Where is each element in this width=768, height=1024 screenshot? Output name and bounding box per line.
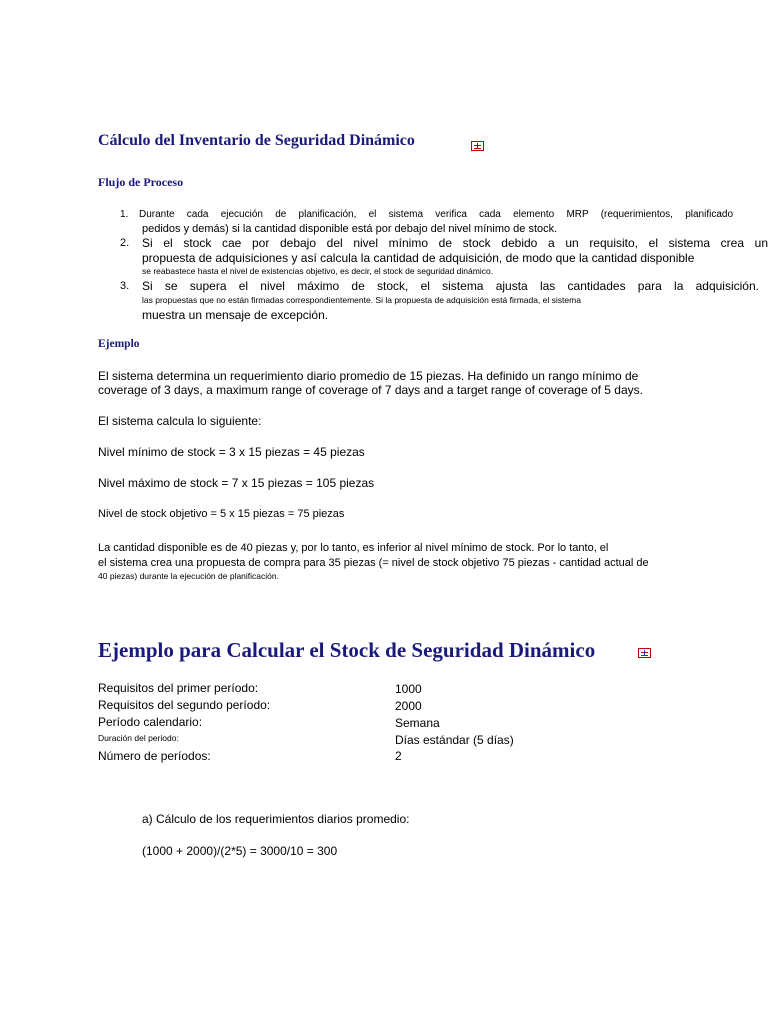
param-label: Requisitos del segundo período: — [98, 698, 271, 712]
section-title: Cálculo del Inventario de Seguridad Dinámico — [98, 132, 415, 149]
step-3-line-2: las propuestas que no están firmadas correspondientemente. Si la propuesta de adquisición está firmada, el sistema — [142, 295, 581, 305]
example-intro-line-2: coverage of 3 days, a maximum range of coverage of 7 days and a target range of coverage of 5 days. — [98, 383, 643, 397]
param-value: 1000 — [395, 682, 422, 696]
example-intro-line-1: El sistema determina un requerimiento diario promedio de 15 piezas. Ha definido un rango mínimo de — [98, 369, 639, 383]
step-3-line-3: muestra un mensaje de excepción. — [142, 308, 329, 322]
param-value: Días estándar (5 días) — [395, 733, 514, 747]
min-stock-level: Nivel mínimo de stock = 3 x 15 piezas = 45 piezas — [98, 445, 365, 459]
expand-collapse-icon[interactable] — [471, 141, 484, 151]
step-1-line-2: pedidos y demás) si la cantidad disponible está por debajo del nivel mínimo de stock. — [142, 223, 558, 235]
step-2-line-1: Si el stock cae por debajo del nivel mínimo de stock debido a un requisito, el sistema crea un — [142, 236, 768, 250]
conclusion-line-3: 40 piezas) durante la ejecución de planificación. — [98, 571, 279, 581]
param-value: 2000 — [395, 699, 422, 713]
param-label: Duración del periodo: — [98, 733, 179, 743]
param-value: 2 — [395, 749, 402, 763]
section-2-title: Ejemplo para Calcular el Stock de Seguridad Dinámico — [98, 638, 596, 662]
example-heading: Ejemplo — [98, 338, 140, 350]
process-flow-heading: Flujo de Proceso — [98, 175, 184, 189]
expand-collapse-icon[interactable] — [638, 648, 651, 658]
param-value: Semana — [395, 716, 440, 730]
step-number: 3. — [120, 280, 130, 292]
max-stock-level: Nivel máximo de stock = 7 x 15 piezas = 105 piezas — [98, 476, 375, 490]
step-a-formula: (1000 + 2000)/(2*5) = 3000/10 = 300 — [142, 844, 338, 858]
step-a-label: a) Cálculo de los requerimientos diarios promedio: — [142, 812, 410, 826]
step-number: 1. — [120, 209, 129, 220]
step-1-line-1: Durante cada ejecución de planificación, el sistema verifica cada elemento MRP (requerimientos, planificado — [139, 209, 733, 220]
param-label: Período calendario: — [98, 715, 203, 729]
step-2-line-3: se reabastece hasta el nivel de existencias objetivo, es decir, el stock de seguridad dinámico. — [142, 266, 494, 276]
target-stock-level: Nivel de stock objetivo = 5 x 15 piezas = 75 piezas — [98, 508, 345, 520]
step-number: 2. — [120, 237, 130, 249]
param-label: Requisitos del primer período: — [98, 681, 259, 695]
step-3-line-1: Si se supera el nivel máximo de stock, el sistema ajusta las cantidades para la adquisición. — [142, 279, 759, 293]
param-label: Número de períodos: — [98, 749, 211, 763]
conclusion-line-1: La cantidad disponible es de 40 piezas y, por lo tanto, es inferior al nivel mínimo de stock. Por lo tanto, el — [98, 542, 609, 554]
conclusion-line-2: el sistema crea una propuesta de compra para 35 piezas (= nivel de stock objetivo 75 piezas - cantidad actual de — [98, 557, 649, 569]
calc-intro: El sistema calcula lo siguiente: — [98, 414, 262, 428]
step-2-line-2: propuesta de adquisiciones y así calcula la cantidad de adquisición, de modo que la cantidad disponible — [142, 251, 695, 265]
